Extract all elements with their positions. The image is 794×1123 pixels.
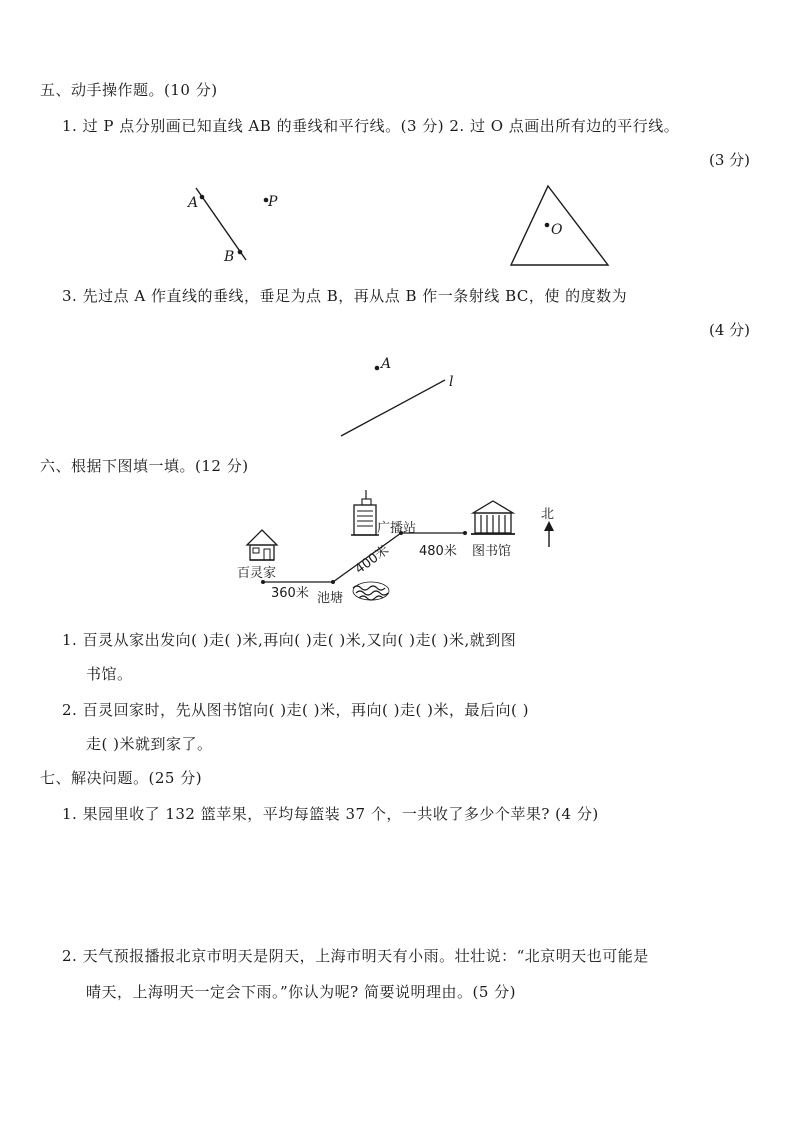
figure-triangle bbox=[505, 180, 615, 270]
label-b: B bbox=[224, 249, 235, 265]
label-home: 百灵家 bbox=[237, 566, 277, 581]
pond-icon bbox=[353, 582, 389, 600]
section6-heading: 六、根据下图填一填。(12 分) bbox=[40, 457, 249, 475]
distance-400: 400米 bbox=[352, 542, 392, 578]
distance-480: 480米 bbox=[419, 544, 457, 559]
section5-heading: 五、动手操作题。(10 分) bbox=[40, 81, 218, 99]
label-north: 北 bbox=[541, 507, 555, 522]
question-6-1-line2: 书馆。 bbox=[86, 665, 133, 683]
label-p: P bbox=[268, 194, 278, 210]
question-5-3-score: (4 分) bbox=[708, 321, 750, 339]
question-6-1-line1: 1. 百灵从家出发向( )走( )米,再向( )走( )米,又向( )走( )米,就到图 bbox=[62, 631, 517, 649]
label-library: 图书馆 bbox=[472, 544, 512, 559]
section7-heading: 七、解决问题。(25 分) bbox=[40, 769, 203, 787]
question-5-1: 1. 过 P 点分别画已知直线 AB 的垂线和平行线。(3 分) 2. 过 O 点画出所有边的平行线。 bbox=[62, 117, 680, 135]
figure-line-l bbox=[335, 350, 465, 445]
label-l: l bbox=[449, 374, 454, 390]
house-icon bbox=[247, 530, 277, 560]
question-6-2-line1: 2. 百灵回家时，先从图书馆向( )走( )米，再向( )走( )米，最后向( ) bbox=[62, 701, 529, 719]
label-pond: 池塘 bbox=[317, 591, 344, 606]
question-5-1-score: (3 分) bbox=[708, 151, 750, 169]
question-6-2-line2: 走( )米就到家了。 bbox=[86, 735, 213, 753]
label-station: 广播站 bbox=[377, 521, 417, 536]
distance-360: 360米 bbox=[271, 586, 309, 601]
label-a: A bbox=[188, 195, 199, 211]
question-7-2-line1: 2. 天气预报播报北京市明天是阴天，上海市明天有小雨。壮壮说：“北京明天也可能是 bbox=[62, 947, 649, 965]
question-7-2-line2: 晴天，上海明天一定会下雨。”你认为呢? 简要说明理由。(5 分) bbox=[86, 983, 516, 1001]
label-o: O bbox=[551, 222, 563, 238]
label-a: A bbox=[381, 356, 392, 372]
question-5-3: 3. 先过点 A 作直线的垂线，垂足为点 B，再从点 B 作一条射线 BC，使 的度数为 bbox=[62, 287, 628, 305]
north-arrow-icon bbox=[544, 521, 554, 547]
library-icon bbox=[471, 501, 515, 534]
route-map bbox=[225, 485, 585, 615]
broadcast-station-icon bbox=[351, 490, 379, 535]
figure-line-ab bbox=[180, 180, 290, 270]
question-7-1: 1. 果园里收了 132 篮苹果，平均每篮装 37 个，一共收了多少个苹果? (4 分) bbox=[62, 805, 599, 823]
